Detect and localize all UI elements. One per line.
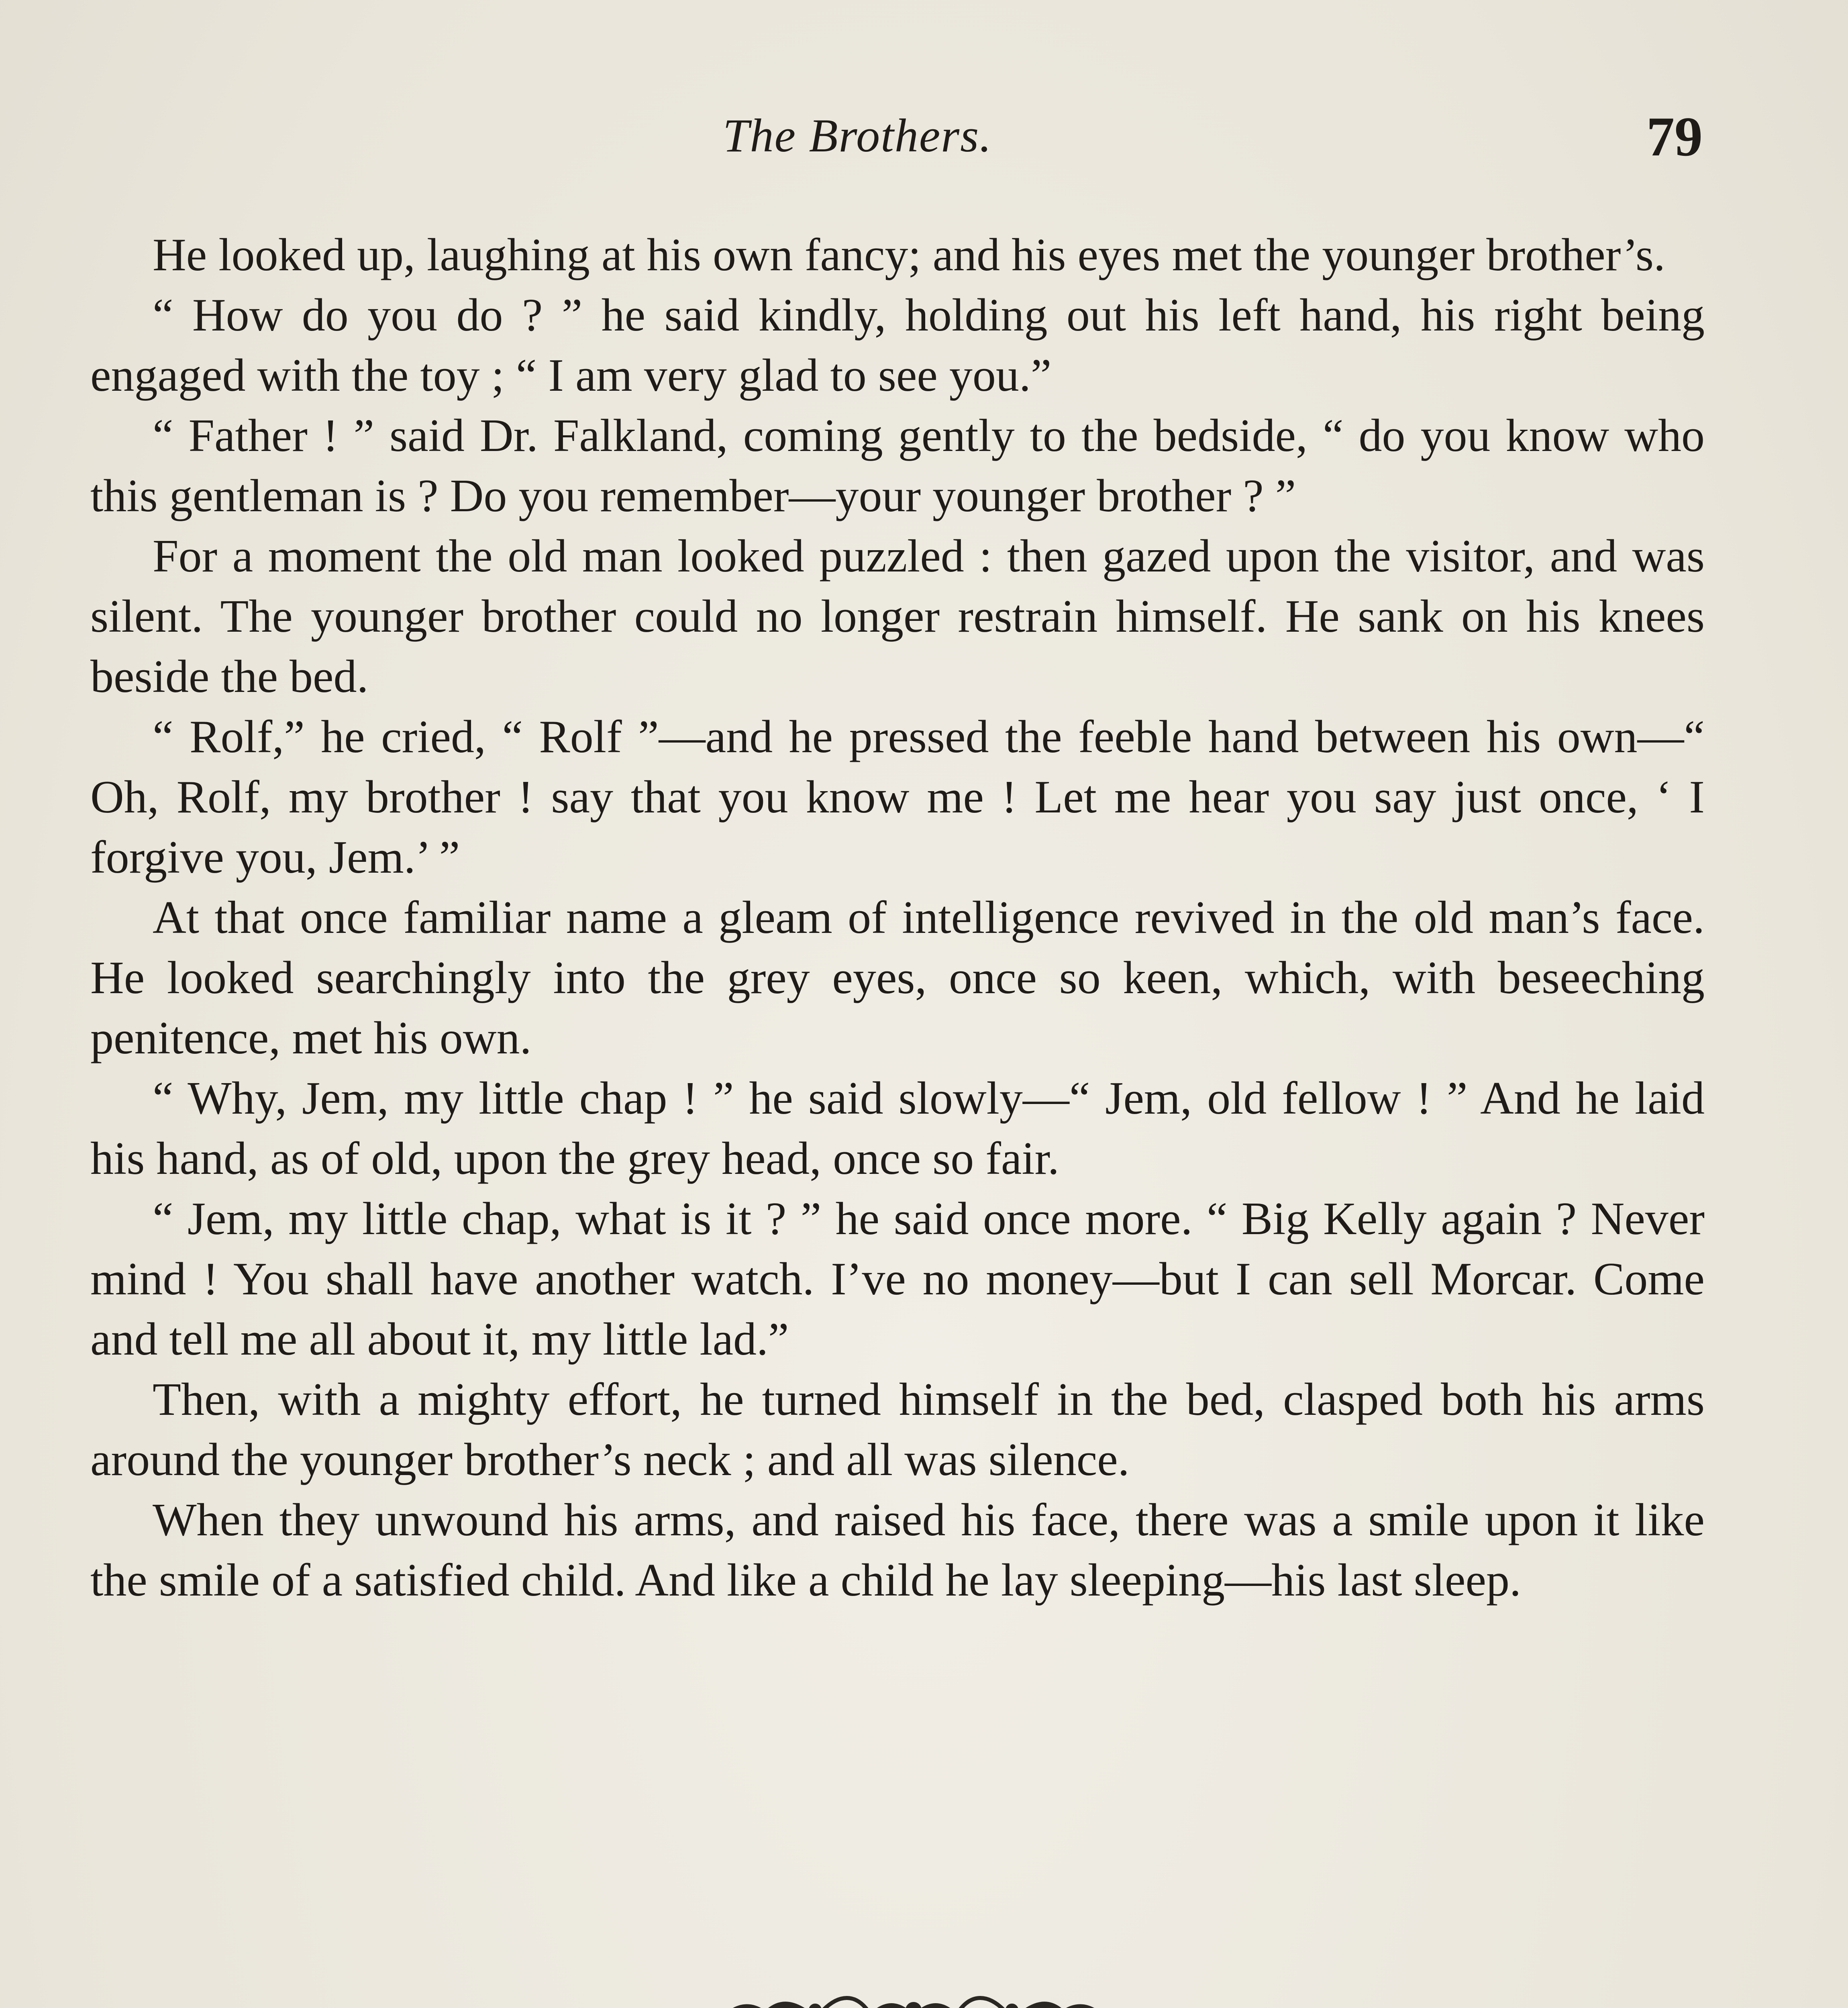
page-number: 79 bbox=[1646, 106, 1703, 168]
paragraph: Then, with a mighty effort, he turned himself in the bed, clasped both his arms around the younger brother’s neck ; and all was silence. bbox=[90, 1374, 1705, 1486]
paragraph: For a moment the old man looked puzzled : then gazed upon the visitor, and was silent. The younger brother could no longer restrain himself. He sank on his knees beside the bed. bbox=[90, 531, 1705, 702]
paragraph: When they unwound his arms, and raised his face, there was a smile upon it like the smile of a satisfied child. And like a child he lay sleeping—his last sleep. bbox=[90, 1494, 1705, 1606]
paragraph: He looked up, laughing at his own fancy; and his eyes met the younger brother’s. bbox=[153, 229, 1665, 281]
paragraph: “ Why, Jem, my little chap ! ” he said slowly—“ Jem, old fellow ! ” And he laid his hand, as of old, upon the grey head, once so fair. bbox=[90, 1073, 1705, 1184]
paragraph: At that once familiar name a gleam of intelligence revived in the old man’s face. He looked searchingly into the grey eyes, once so keen, which, with beseeching penitence, met his own. bbox=[90, 892, 1705, 1064]
paragraph: “ Rolf,” he cried, “ Rolf ”—and he pressed the feeble hand between his own—“ Oh, Rolf, my brother ! say that you know me ! Let me hear you say just once, ‘ I forgive you, Jem.’ ” bbox=[90, 711, 1705, 883]
floral-ornament-icon bbox=[723, 1992, 1104, 2008]
story-text bbox=[90, 225, 1705, 1610]
paragraph: “ Jem, my little chap, what is it ? ” he said once more. “ Big Kelly again ? Never mind ! You shall have another watch. I’ve no money—but I can sell Morcar. Come and tell me all about it, my little lad.” bbox=[90, 1193, 1705, 1365]
running-title: The Brothers. bbox=[723, 109, 992, 162]
paragraph: “ How do you do ? ” he said kindly, holding out his left hand, his right being engaged with the toy ; “ I am very glad to see you.” bbox=[90, 290, 1705, 401]
paragraph: “ Father ! ” said Dr. Falkland, coming gently to the bedside, “ do you know who this gentleman is ? Do you remember—your younger brother ? ” bbox=[90, 410, 1705, 522]
